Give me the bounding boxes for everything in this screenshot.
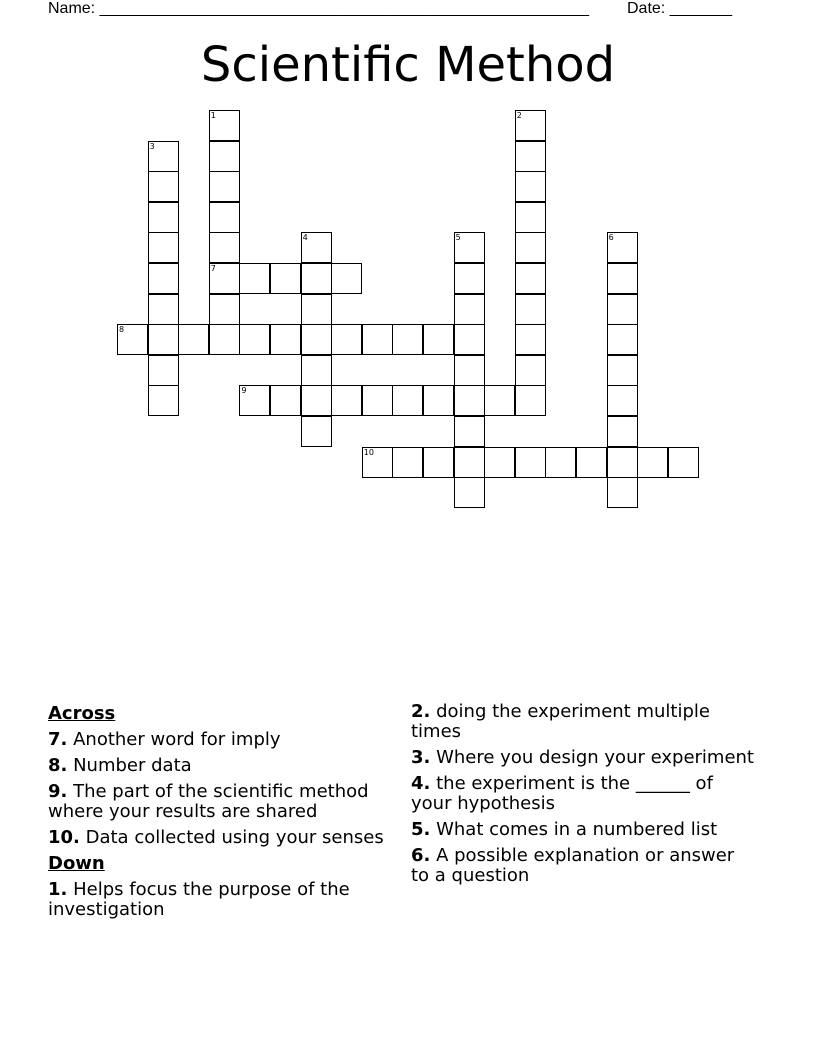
crossword-cell[interactable] [301,263,332,294]
crossword-cell[interactable] [576,447,607,478]
crossword-cell[interactable] [545,447,576,478]
crossword-cell[interactable] [239,263,270,294]
clue-across-8: 8. Number data [48,755,192,776]
crossword-cell[interactable] [209,232,240,263]
clue-down-3: 3. Where you design your experiment [411,747,754,768]
crossword-cell[interactable] [454,447,485,478]
crossword-cell[interactable] [454,385,485,416]
crossword-cell[interactable] [607,355,638,386]
crossword-cell[interactable] [331,385,362,416]
clue-down-5: 5. What comes in a numbered list [411,819,718,840]
cell-number: 10 [363,447,374,457]
crossword-cell[interactable] [484,385,515,416]
crossword-cell[interactable] [178,324,209,355]
crossword-cell[interactable] [148,385,179,416]
cell-number: 2 [516,111,522,120]
crossword-cell[interactable] [454,416,485,447]
crossword-cell[interactable] [454,263,485,294]
cell-number: 4 [302,233,308,243]
crossword-cell[interactable] [331,324,362,355]
crossword-cell[interactable] [515,385,546,416]
crossword-cell[interactable] [454,324,485,355]
cell-number: 9 [241,386,247,396]
cell-number: 3 [149,141,155,151]
cell-number: 8 [119,325,125,335]
crossword-cell[interactable] [607,477,638,508]
crossword-cell[interactable] [515,447,546,478]
crossword-cell[interactable] [209,141,240,172]
page-title: Scientific Method [200,37,616,93]
crossword-cell[interactable] [515,202,546,233]
crossword-cell[interactable] [209,202,240,233]
crossword-cell[interactable] [454,477,485,508]
clue-down-4: 4. the experiment is the ______ of your hypothesis [411,773,713,814]
crossword-cell[interactable] [362,447,393,478]
clue-down-1: 1. Helps focus the purpose of the investigation [48,879,350,920]
down-heading: Down [48,853,105,874]
crossword-cell[interactable] [301,324,332,355]
crossword-cell[interactable] [392,385,423,416]
across-heading: Across [48,703,116,724]
crossword-cell[interactable] [607,294,638,325]
crossword-cell[interactable] [515,171,546,202]
crossword-cell[interactable] [301,294,332,325]
crossword-cell[interactable] [515,141,546,172]
crossword-cell[interactable] [515,232,546,263]
crossword-cell[interactable] [148,324,179,355]
crossword-cell[interactable] [148,294,179,325]
crossword-cell[interactable] [148,232,179,263]
crossword-cell[interactable] [301,355,332,386]
clue-down-2: 2. doing the experiment multiple times [411,701,710,742]
crossword-cell[interactable] [117,324,148,355]
crossword-cell[interactable] [301,232,332,263]
crossword-cell[interactable] [607,447,638,478]
clue-across-10: 10. Data collected using your senses [48,827,384,848]
cell-number: 7 [210,264,216,273]
clues-left-column [48,702,403,926]
crossword-cell[interactable] [362,385,393,416]
crossword-cell[interactable] [209,171,240,202]
crossword-cell[interactable] [515,263,546,294]
crossword-cell[interactable] [607,263,638,294]
crossword-cell[interactable] [270,263,301,294]
crossword-cell[interactable] [515,294,546,325]
crossword-cell[interactable] [270,385,301,416]
crossword-cell[interactable] [454,232,485,263]
crossword-cell[interactable] [637,447,668,478]
crossword-cell[interactable] [392,447,423,478]
crossword-cell[interactable] [454,294,485,325]
clues-right-column [411,702,756,892]
crossword-cell[interactable] [515,355,546,386]
clue-across-9: 9. The part of the scientific method where your results are shared [48,781,369,822]
crossword-cell[interactable] [209,324,240,355]
crossword-cell[interactable] [148,202,179,233]
crossword-cell[interactable] [148,141,179,172]
crossword-cell[interactable] [270,324,301,355]
crossword-cell[interactable] [362,324,393,355]
crossword-cell[interactable] [668,447,699,478]
crossword-cell[interactable] [392,324,423,355]
crossword-cell[interactable] [423,385,454,416]
crossword-cell[interactable] [301,416,332,447]
crossword-cell[interactable] [209,294,240,325]
crossword-cell[interactable] [301,385,332,416]
crossword-cell[interactable] [423,447,454,478]
crossword-cell[interactable] [148,171,179,202]
name-field[interactable]: Name: _______________________________________________________ [48,0,589,17]
crossword-cell[interactable] [239,385,270,416]
crossword-cell[interactable] [515,324,546,355]
crossword-cell[interactable] [423,324,454,355]
cell-number: 1 [210,111,216,120]
cell-number: 6 [608,233,614,243]
crossword-cell[interactable] [331,263,362,294]
crossword-cell[interactable] [454,355,485,386]
crossword-cell[interactable] [209,110,240,141]
crossword-cell[interactable] [148,355,179,386]
crossword-cell[interactable] [148,263,179,294]
crossword-cell[interactable] [607,232,638,263]
cell-number: 5 [455,233,461,243]
crossword-cell[interactable] [515,110,546,141]
crossword-cell[interactable] [209,263,240,294]
crossword-cell[interactable] [239,324,270,355]
clue-down-6: 6. A possible explanation or answer to a question [411,845,735,886]
crossword-cell[interactable] [484,447,515,478]
crossword-cell[interactable] [607,324,638,355]
crossword-cell[interactable] [607,385,638,416]
date-field[interactable]: Date: _______ [627,0,732,17]
crossword-cell[interactable] [607,416,638,447]
clue-across-7: 7. Another word for imply [48,729,281,750]
